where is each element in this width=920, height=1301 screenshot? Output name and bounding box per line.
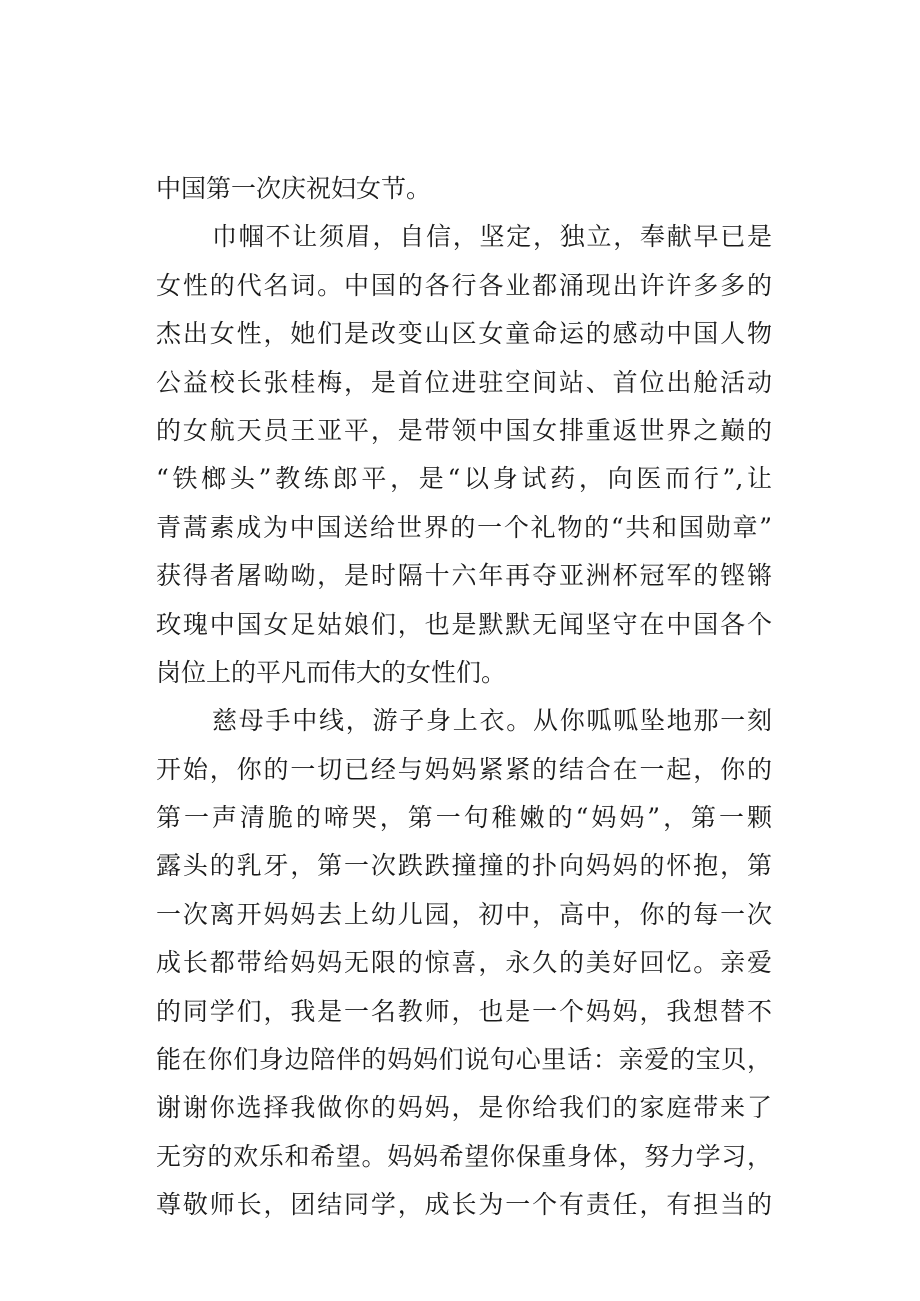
text-line: 慈母手中线，游子身上衣。从你呱呱坠地那一刻 <box>212 706 772 736</box>
text-line: “铁榔头”教练郎平，是“以身试药，向医而行”,让 <box>156 464 772 494</box>
text-line: 开始，你的一切已经与妈妈紧紧的结合在一起，你的 <box>156 754 772 784</box>
text-line: 公益校长张桂梅，是首位进驻空间站、首位出舱活动 <box>156 367 772 397</box>
text-line: 岗位上的平凡而伟大的女性们。 <box>156 657 507 687</box>
text-line: 能在你们身边陪伴的妈妈们说句心里话：亲爱的宝贝， <box>156 1045 772 1075</box>
text-line: 获得者屠呦呦，是时隔十六年再夺亚洲杯冠军的铿锵 <box>156 561 772 591</box>
text-line: 的女航天员王亚平，是带领中国女排重返世界之巅的 <box>156 415 772 445</box>
text-line: 青蒿素成为中国送给世界的一个礼物的“共和国勋章” <box>156 512 772 542</box>
text-line: 的同学们，我是一名教师，也是一个妈妈，我想替不 <box>156 996 772 1026</box>
text-line: 尊敬师长，团结同学，成长为一个有责任，有担当的 <box>156 1190 772 1220</box>
text-line: 露头的乳牙，第一次跌跌撞撞的扑向妈妈的怀抱，第 <box>156 851 772 881</box>
text-line: 中国第一次庆祝妇女节。 <box>156 174 432 203</box>
text-line: 杰出女性，她们是改变山区女童命运的感动中国人物 <box>156 319 772 349</box>
text-line: 第一声清脆的啼哭，第一句稚嫩的“妈妈”，第一颗 <box>156 803 772 833</box>
text-line: 成长都带给妈妈无限的惊喜，永久的美好回忆。亲爱 <box>156 948 772 978</box>
body-text <box>156 165 772 1230</box>
text-line: 女性的代名词。中国的各行各业都涌现出许许多多的 <box>156 270 772 300</box>
text-line: 谢谢你选择我做你的妈妈，是你给我们的家庭带来了 <box>156 1093 772 1123</box>
text-line: 巾帼不让须眉，自信，坚定，独立，奉献早已是 <box>212 222 772 252</box>
text-line: 玫瑰中国女足姑娘们，也是默默无闻坚守在中国各个 <box>156 609 772 639</box>
text-line: 一次离开妈妈去上幼儿园，初中，高中，你的每一次 <box>156 899 772 929</box>
text-line: 无穷的欢乐和希望。妈妈希望你保重身体，努力学习， <box>156 1141 772 1171</box>
